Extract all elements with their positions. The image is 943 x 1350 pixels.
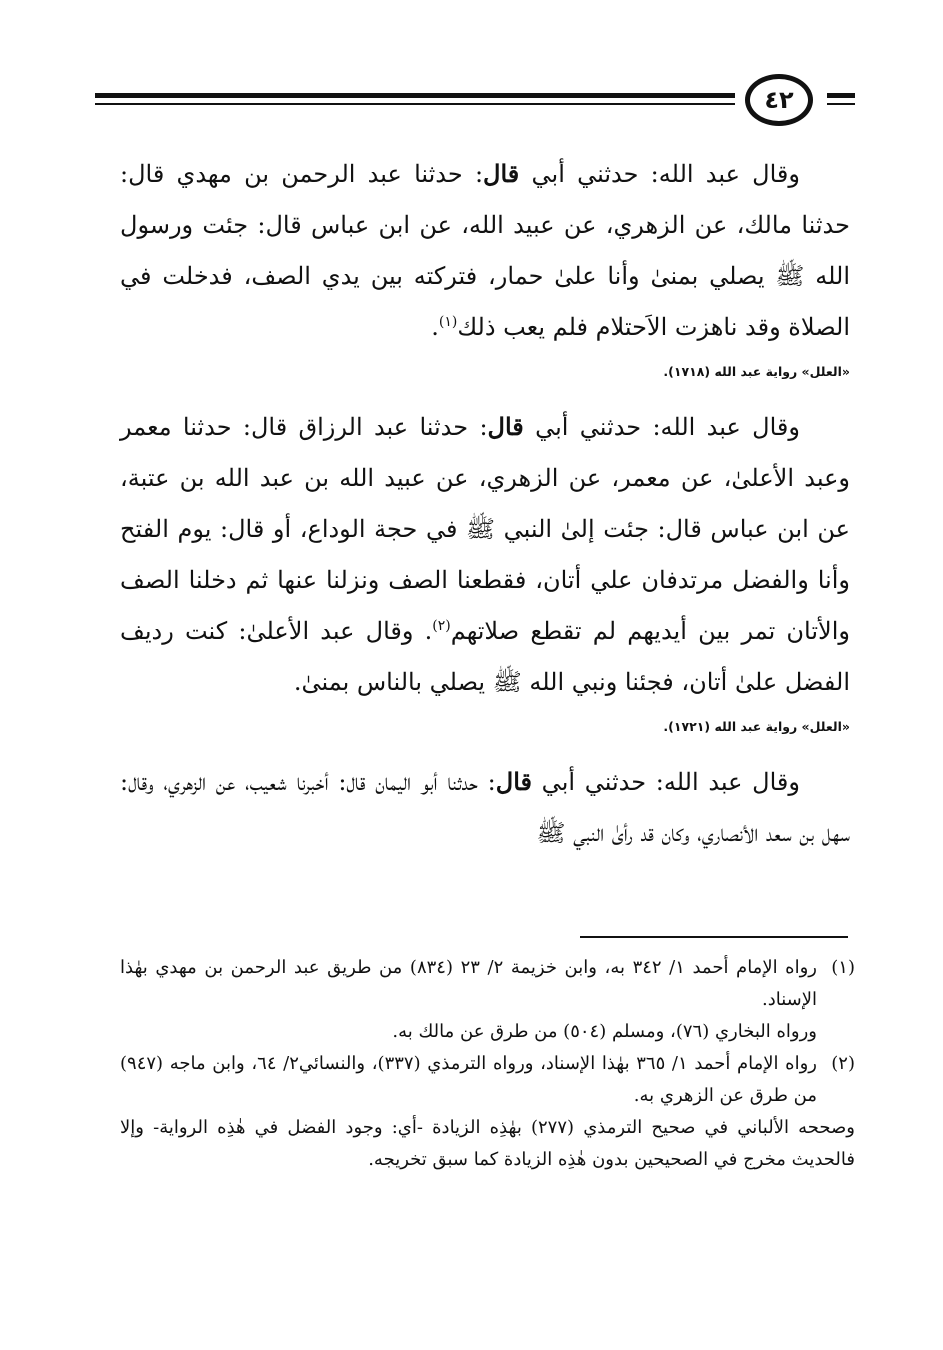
paragraph-text: : حدثنا عبد الرزاق قال: حدثنا معمر وعبد الأعلىٰ، عن معمر، عن الزهري، عن عبيد الله بن عبد الله بن عتبة، عن ابن عباس قال: جئت إلىٰ النبي ﷺ في حجة الوداع، أو قال: يوم الفتح وأنا والفضل مرتدفان علي أتان، فقطعنا الصف ونزلنا عنها ثم دخلنا الصف والأتان تمر بين أيديهم لم تقطع صلاتهم bbox=[120, 413, 850, 645]
paragraph-text: وقال عبد الله: حدثني أبي bbox=[523, 413, 800, 441]
footnotes bbox=[120, 952, 855, 1176]
paragraph-bold: قال bbox=[495, 767, 532, 796]
header-rule-right-thick bbox=[827, 93, 855, 98]
footnote-ref-2[interactable]: (٢) bbox=[432, 618, 451, 634]
source-citation-2: «العلل» رواية عبد الله (١٧٢١). bbox=[663, 719, 850, 734]
paragraph-2 bbox=[120, 401, 850, 708]
source-citation-1: «العلل» رواية عبد الله (١٧١٨). bbox=[663, 364, 850, 379]
paragraph-text: : حدثنا أبو اليمان قال: أخبرنا شعيب، عن الزهري، وقال: سهل بن سعد الأنصاري، وكان قد رأىٰ النبي ﷺ bbox=[120, 768, 850, 847]
page-number: ٤٢ bbox=[764, 86, 794, 114]
footnote-number: (٢) bbox=[831, 1053, 855, 1074]
footnote-number: (١) bbox=[831, 957, 855, 978]
main-text bbox=[120, 148, 850, 859]
footnote-2 bbox=[120, 1048, 855, 1112]
header-rule-thick bbox=[95, 93, 735, 98]
footnote-1 bbox=[120, 952, 855, 1048]
footnote-line: رواه الإمام أحمد ١/ ٣٦٥ بهٰذا الإسناد، ورواه الترمذي (٣٣٧)، والنسائي٢/ ٦٤، وابن ماجه (٩٤٧) من طرق عن الزهري به. bbox=[120, 1053, 817, 1106]
footnote-separator bbox=[580, 936, 848, 938]
footnote-line: رواه الإمام أحمد ١/ ٣٤٢ به، وابن خزيمة ٢/ ٢٣ (٨٣٤) من طريق عبد الرحمن بن مهدي بهٰذا الإسناد. bbox=[120, 957, 817, 1010]
paragraph-text: وقال عبد الله: حدثني أبي bbox=[532, 768, 800, 796]
footnote-ref-1[interactable]: (١) bbox=[438, 314, 458, 330]
paragraph-bold: قال bbox=[487, 412, 524, 441]
paragraph-1 bbox=[120, 148, 850, 353]
page-number-badge bbox=[745, 74, 813, 126]
paragraph-3 bbox=[120, 756, 850, 859]
paragraph-bold: قال bbox=[483, 159, 520, 188]
header-rule-right-thin bbox=[827, 103, 855, 105]
paragraph-text: : حدثنا عبد الرحمن بن مهدي قال: حدثنا مالك، عن الزهري، عن عبيد الله، عن ابن عباس قال: جئت ورسول الله ﷺ يصلي بمنىٰ وأنا علىٰ حمار، فتركته بين يدي الصف، فدخلت في الصلاة وقد ناهزت الاَحتلام فلم يعب ذلك bbox=[120, 160, 850, 341]
footnote-line: ورواه البخاري (٧٦)، ومسلم (٥٠٤) من طرق عن مالك به. bbox=[392, 1021, 817, 1042]
paragraph-text: وقال عبد الله: حدثني أبي bbox=[519, 160, 800, 188]
footnote-line: وصححه الألباني في صحيح الترمذي (٢٧٧) بهٰذِه الزيادة -أي: وجود الفضل في هٰذِه الرواية- وإلا فالحديث مخرج في الصحيحين بدون هٰذِه الزيادة كما سبق تخريجه. bbox=[120, 1117, 855, 1170]
header-rule-thin bbox=[95, 103, 735, 105]
page-header bbox=[95, 72, 855, 132]
paragraph-text: . وقال عبد الأعلىٰ: كنت رديف الفضل علىٰ أتان، فجئنا ونبي الله ﷺ يصلي بالناس بمنىٰ. bbox=[120, 617, 850, 696]
paragraph-text: . bbox=[431, 313, 439, 341]
